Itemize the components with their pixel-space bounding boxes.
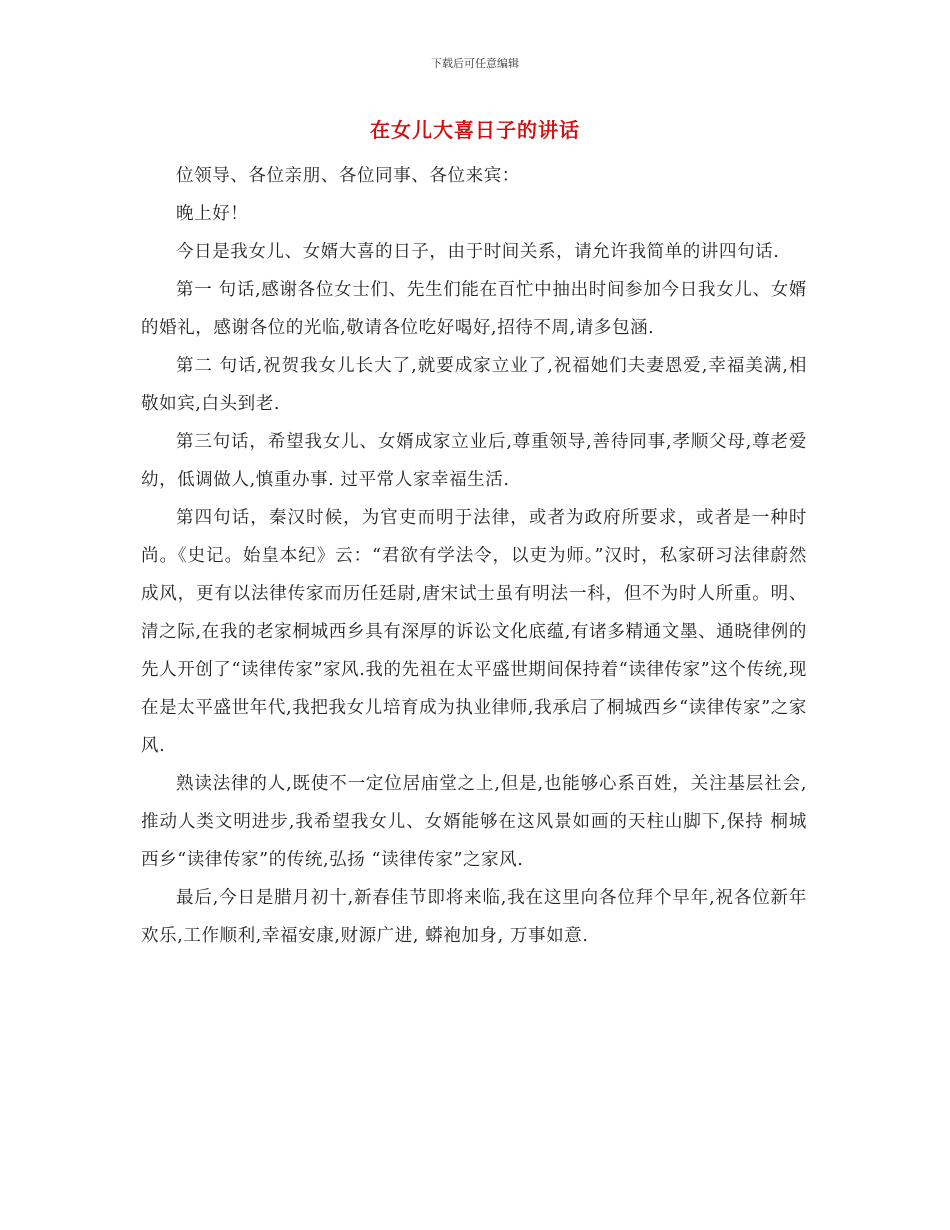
paragraph-salutation: 位领导、各位亲朋、各位同事、各位来宾：	[176, 166, 520, 186]
paragraph-second-point: 第二 句话,祝贺我女儿长大了,就要成家立业了,祝福她们夫妻恩爱,幸福美满,相敬如宾,白头到老.	[141, 356, 807, 414]
paragraph-hope: 熟读法律的人,既使不一定位居庙堂之上,但是,也能够心系百姓，关注基层社会,推动人类文明进步,我希望我女儿、女婿能够在这风景如画的天柱山脚下,保持 桐城西乡“读律传家”的传统,弘扬 “读律传家”之家风.	[141, 774, 807, 870]
header-note: 下载后可任意编辑	[431, 57, 519, 70]
paragraph-third-point: 第三句话，希望我女儿、女婿成家立业后,尊重领导,善待同事,孝顺父母,尊老爱幼，低调做人,慎重办事. 过平常人家幸福生活.	[141, 432, 807, 490]
document-title: 在女儿大喜日子的讲话	[370, 118, 580, 142]
paragraph-first-point: 第一 句话,感谢各位女士们、先生们能在百忙中抽出时间参加今日我女儿、女婿的婚礼，感谢各位的光临,敬请各位吃好喝好,招待不周,请多包涵.	[141, 280, 807, 338]
paragraph-closing: 最后,今日是腊月初十,新春佳节即将来临,我在这里向各位拜个早年,祝各位新年欢乐,工作顺利,幸福安康,财源广进, 蟒袍加身, 万事如意.	[141, 888, 807, 946]
document-body	[141, 157, 807, 955]
paragraph-fourth-point: 第四句话，秦汉时候，为官吏而明于法律，或者为政府所要求，或者是一种时尚。《史记。始皇本纪》云：“君欲有学法令，以吏为师。”汉时，私家研习法律蔚然成风，更有以法律传家而历任廷尉,唐宋试士虽有明法一科，但不为时人所重。明、清之际,在我的老家桐城西乡具有深厚的诉讼文化底蕴,有诸多精通文墨、通晓律例的先人开创了“读律传家”家风.我的先祖在太平盛世期间保持着“读律传家”这个传统,现在是太平盛世年代,我把我女儿培育成为执业律师,我承启了桐城西乡“读律传家”之家风.	[141, 508, 807, 756]
paragraph-intro: 今日是我女儿、女婿大喜的日子，由于时间关系，请允许我简单的讲四句话.	[176, 242, 780, 262]
paragraph-greeting: 晚上好！	[176, 204, 249, 224]
